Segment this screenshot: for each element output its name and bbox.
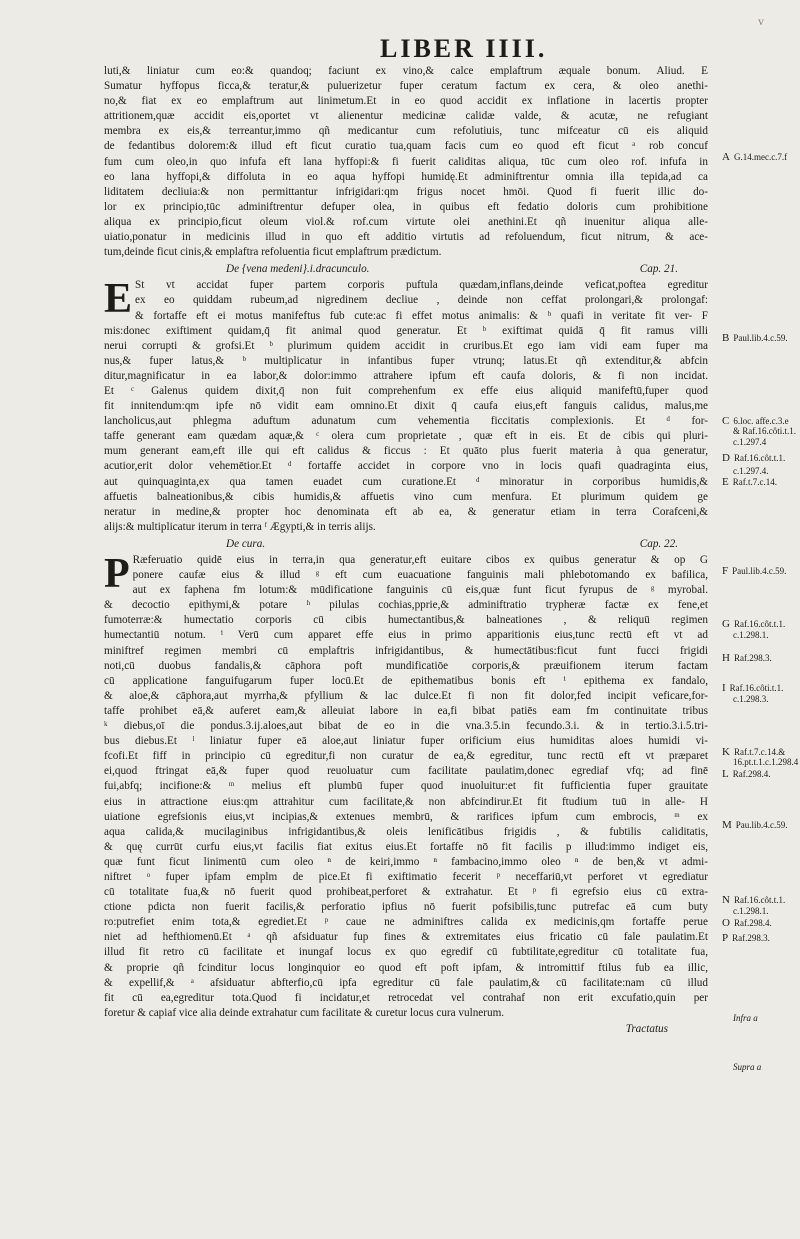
text-line: eo lana hyffopi,& diffoluta in eo aqua hyffopi humidę.Et adminiftrentur omnia illa tepida,ad ca xyxy=(104,170,708,183)
margin-note-text: Raf.298.3. xyxy=(732,933,770,943)
margin-note-text: Raf.16.côti.t.1. xyxy=(729,683,784,693)
paragraph-block-2 xyxy=(104,309,708,535)
margin-note-text: Raf.t.7.c.14. xyxy=(732,477,777,487)
margin-note xyxy=(722,477,777,487)
text-line: affuetis balneationibus,& cibis humidis,& affuetis vino cum menfura. Et plurimum quidem ge xyxy=(104,490,708,503)
drop-capital: E xyxy=(104,276,133,323)
main-text xyxy=(104,64,708,1037)
text-line: membra ex eis,& terreantur,immo qñ medicantur cum refolutiuis, tunc mifceatur cū eis aliquid xyxy=(104,125,708,138)
margin-note xyxy=(722,453,785,463)
margin-note-letter: K xyxy=(722,746,730,758)
text-line: bus diebus.Et ˡ liniatur fuper eā aloe,aut liniatur fuper orificium eius humiditas aloes humidi vi- xyxy=(104,735,708,748)
text-line: & aloe,& cāphora,aut myrrha,& pfyllium & lac dulce.Et fi non fit dolor,fed incipit veficare,for- xyxy=(104,689,708,702)
margin-note-text: c.1.297.4 xyxy=(733,437,767,447)
margin-note-text: c.1.298.3. xyxy=(733,694,769,704)
text-line: St vt accidat fuper partem corporis puftula quædam,inflans,deinde veficat,poftea egreditur xyxy=(135,279,708,292)
text-line: aut quinquaginta,ex qua tamen euadet cum curatione.Et ᵈ minoratur in corporibus humidis,& xyxy=(104,475,708,488)
margin-note-text: Supra a xyxy=(733,1062,762,1072)
chapter-title: De cura. xyxy=(226,537,266,550)
drop-capital: P xyxy=(104,551,130,597)
text-line: liditatem decliuia:& non permittantur infrigidari:qm frigus nocet hmōi. Quod fi fuerit illic do- xyxy=(104,185,708,198)
margin-note xyxy=(722,757,798,767)
margin-note xyxy=(722,694,769,704)
margin-note-letter: G xyxy=(722,618,730,630)
margin-note-text: 6.loc. affe.c.3.e xyxy=(733,416,789,426)
text-line: eius in attractione eius:qm attrahitur cum facilitate,& non abfcindirur.Et fit ftudium tuū in alle- H xyxy=(104,795,708,808)
chapter-number: Cap. 21. xyxy=(639,263,678,276)
text-line: fumoterræ:& humectatio corporis cū cibis humectantibus,& balneationes , & reliquū regimen xyxy=(104,614,708,627)
margin-note-text: Paul.lib.4.c.59. xyxy=(732,566,787,576)
text-line: Ræferuatio quidē eius in terra,in qua generatur,eft euitare cibos ex quibus generatur & op G xyxy=(132,554,708,566)
text-line: & proprie qñ fcinditur locus longinquior eo quod eft poft ipfam, & intromittif ftilus fub ea illic, xyxy=(104,961,708,974)
margin-note-text: & Raf.16.côti.t.1. xyxy=(733,426,796,436)
paragraph-block-1 xyxy=(104,64,708,260)
margin-note xyxy=(722,918,772,928)
text-line: taffe generant eam quædam aquæ,& ᶜ olera cum proprietate , quæ eft in eis. Et de cibis qui pluri- xyxy=(104,430,708,443)
margin-note xyxy=(722,820,788,830)
running-head: LIBER IIII. xyxy=(380,34,548,63)
text-line: ᵏ diebus,oī die pondus.3.ij.aloes,aut bibat de eo in die vna.3.5.in fecundo.3.i. & in tertio.3.i.5.tri- xyxy=(104,720,708,733)
margin-note xyxy=(722,566,786,576)
text-line: & expellif,& ᵃ afsiduatur abfterfio,cū ipfa egreditur cū fale paulatim,& cū facilitate:nam cū illud xyxy=(104,976,708,989)
margin-note xyxy=(722,933,770,943)
text-line: attritionem,quæ accidit eis,oportet vt alienentur medicinæ calidæ valde, & acutæ, ne refugiant xyxy=(104,110,708,123)
margin-note-letter: P xyxy=(722,932,729,944)
text-line: uiatione egrefsionis eius,vt incipias,& extenues membrū, & rarifices ipfum cum embrocis, ᵐ ex xyxy=(104,810,708,823)
text-line: taffe prohibet eā,& auferet eam,& alleuiat labore in ea,fi bibat patiēs eam fm continuitate tribus xyxy=(104,704,708,717)
margin-note-letter: C xyxy=(722,415,730,427)
text-line: ctione pdicta non fuerit facilis,& perforatio ipfius nō fuerit pofsibilis,tunc putrefac eā cum buty xyxy=(104,901,708,914)
margin-note-text: Raf.t.7.c.14.& xyxy=(733,747,786,757)
dropcap-lines xyxy=(104,278,708,308)
text-line: no,& fiat ex eo emplaftrum aut linimetum.Et in eo quod accidit ex inflatione in lacertis propter xyxy=(104,95,708,108)
text-line: fcofi.Et fiff in principio cū egreditur,fi non curatur de ea,& egreditur, tunc rectū eft vt præparet xyxy=(104,750,708,763)
margin-note xyxy=(722,426,796,436)
text-line: cū totalitate fua,& nō fuerit quod prohibeat,perforet & extrahatur. Et ᵖ fi egrefsio eius cū extra- xyxy=(104,886,708,899)
text-line: mum generant eam,eft ille qui eft calidus & ficcus : Et quāto plus fuerit materia à qua generatur, xyxy=(104,445,708,458)
margin-note xyxy=(722,683,783,693)
text-line: aqua calida,& mucilaginibus infrigidantibus,& oleis lenificātibus frigidis , & fubtilis caliditatis, xyxy=(104,825,708,838)
text-line: humectantiū notum. ⁱ Verū cum apparet effe eius in primo apparitionis eius,tunc rectū eft vt ad xyxy=(104,629,708,642)
text-line: & fortaffe eft ei motus manifeftus fub cute:ac fi effet motus animalis: & ᵇ quafi in veritate fit ver- F xyxy=(135,309,708,322)
text-line: fit innitendum:qm ipfe nō vidit eam omnino.Et dixit q̄ caufa eius,eft fanguis calidus, malus,me xyxy=(104,400,708,413)
text-line: noti,cū duobus fandalis,& cāphora poft mundificatiōe corporis,& præuifionem iterum factam xyxy=(104,659,708,672)
margin-note xyxy=(722,466,769,476)
text-line: ponere caufæ eius & illud ᵍ eft cum euacuatione fanguinis mali phlebotomando ex bafilica, xyxy=(132,569,708,582)
text-line: tum,deinde ficut cinis,& emplaftra refoluentia ficut emplaftrum prædictum. xyxy=(104,246,442,259)
text-line: illud fit retro cū facilitate et inungaf locus ex quo egredif cū fubtilitate,egreditur cū totalitate fua, xyxy=(104,946,708,959)
margin-note-letter: O xyxy=(722,917,730,929)
text-line: & quę currūt curfu eius,vt facilis fiat exitus eius.Et fortaffe nō fit facilis p illud:immo indiget eis, xyxy=(104,840,708,853)
margin-note xyxy=(722,416,789,426)
margin-note-text: c.1.297.4. xyxy=(733,466,769,476)
text-line: ro:putrefiet enim tota,& egrediet.Et ᵖ caue ne adminiftres calida ex medicinis,qm fortaffe perue xyxy=(104,916,708,929)
chapter-title: De {vena medeni}.i.dracunculo. xyxy=(226,263,370,276)
text-line: lancholicus,aut phlegma aduftum adunatum cum vehementia ficcitatis complexionis. Et ᵈ for- xyxy=(104,415,708,428)
text-line: aliqua ex principio,ficut oleum viol.& rof.cum virtute olei anethini.Et qñ inuenitur aliqua alle- xyxy=(104,215,708,228)
margin-note xyxy=(722,747,785,757)
margin-note-letter: N xyxy=(722,894,730,906)
text-line: cū applicatione fanguifugarum fuper locū.Et de epithematibus bonis eft ⁱ epithema ex fandalo, xyxy=(104,674,708,687)
catchword: Tractatus xyxy=(625,1022,668,1035)
margin-note xyxy=(722,152,787,162)
text-line: uiatio,ponatur in medicinis illud in quo eft additio virtutis ad refoluendum, ficut nitrum, & ace- xyxy=(104,231,708,244)
text-line: neratur in medine,& propter hoc denominata eft ab ea, & generatur etiam in terra Corafceni,& xyxy=(104,505,708,518)
text-line: ditur,magnificatur in ea labor,& dolor:immo attrahere ipfum eft caufa doloris, & fi non incidat. xyxy=(104,369,708,382)
margin-note-letter: A xyxy=(722,151,730,163)
chapter-heading-22 xyxy=(104,537,708,552)
margin-note xyxy=(722,437,766,447)
text-line: niftret ᵒ fuper ipfam emplm de pice.Et fi exiftimatio fecerit ᵖ neceffariū,vt perforet vt egrediatur xyxy=(104,870,708,883)
text-line: nerui corrupti & grofsi.Et ᵇ plurimum quidem accidit in cruribus.Et ego iam vidi eam fuper ma xyxy=(104,339,708,352)
text-line: fum cum oleo,in quo infufa eft lana hyffopi:& fi fuerit caliditas aliqua, tūc cum oleo rof. infufa in xyxy=(104,155,708,168)
corner-mark: v xyxy=(758,14,764,28)
text-line: niet ad hefthiomenū.Et ᵃ qñ afsiduatur fup fines & extremitates eius fricatio cū fale paulatim.Et xyxy=(104,931,708,944)
margin-note xyxy=(722,1013,758,1023)
text-line: lor ex principio,tūc adminiftrentur defuper olea, in quibus eft fedatio doloris cum prohibitione xyxy=(104,200,708,213)
margin-notes xyxy=(722,0,800,1239)
margin-note xyxy=(722,630,769,640)
margin-note-text: 16.pt.t.1.c.1.298.4 xyxy=(733,757,799,767)
text-line: Sumatur hyffopus ficca,& teratur,& puluerizetur fuper ceratum factum ex cera, & oleo anethi- xyxy=(104,80,708,93)
text-line: de fedantibus dolorem:& illud eft ficut curatio tua,quam facis cum eo quod eft ficut ᵃ rob concuf xyxy=(104,140,708,153)
margin-note xyxy=(722,895,785,905)
margin-note xyxy=(722,619,785,629)
text-line: luti,& liniatur cum eo:& quandoq; faciunt ex vino,& calce emplaftrum æquale bonum. Aliud. E xyxy=(104,65,708,77)
margin-note-text: G.14.mec.c.7.f xyxy=(733,152,788,162)
margin-note xyxy=(722,1062,761,1072)
margin-note xyxy=(722,653,772,663)
margin-note-letter: B xyxy=(722,332,730,344)
text-line: Et ᶜ Galenus quidem dixit,q̄ non fuit comprehenfum ex effe eius aliquid manifeftū,fuper quod xyxy=(104,384,708,397)
margin-note-text: Infra a xyxy=(733,1013,758,1023)
margin-note xyxy=(722,333,788,343)
text-line: fui,abfq; incifione:& ᵐ melius eft plumbū fuper quod inuoluitur:et fit fufficientia fuper grauitate xyxy=(104,780,708,793)
margin-note xyxy=(722,769,770,779)
text-line: acutior,erit dolor vehemētior.Et ᵈ fortaffe accidet in corpore vno in locis quafi quadraginta eius, xyxy=(104,460,708,473)
margin-note-letter: E xyxy=(722,476,729,488)
text-line: ex eo quiddam rubeum,ad nigredinem decliue , deinde non ceffat prolongari,& prolongaf: xyxy=(135,294,708,307)
margin-note-letter: F xyxy=(722,565,729,577)
text-line: nus,& fuper latus,& ᵇ multiplicatur in infantibus fuper vtrunq; latus.Et qñ extenditur,& abfcin xyxy=(104,354,708,367)
margin-note-text: c.1.298.1. xyxy=(733,906,769,916)
text-line: ei,quod ftringat eā,& fuper quod reuoluatur cum facilitate paulatim,donec egrediaf vfq; ad finē xyxy=(104,765,708,778)
text-line: quæ funt ficut linimentū cum oleo ⁿ de keiri,immo ⁿ fambacino,immo oleo ⁿ de ben,& vt admi- xyxy=(104,855,708,868)
margin-note-text: c.1.298.1. xyxy=(733,630,769,640)
text-line: miniftref regimen membri cū emplaftris infrigidantibus, & humectātibus:ficut funt fucci frigidi xyxy=(104,644,708,657)
margin-note-letter: D xyxy=(722,452,730,464)
margin-note-text: Raf.298.4. xyxy=(733,918,772,928)
margin-note-letter: L xyxy=(722,768,729,780)
text-line: alijs:& multiplicatur iterum in terra ᶠ Ægypti,& in terris alijs. xyxy=(104,520,376,533)
margin-note-text: Raf.298.3. xyxy=(733,653,772,663)
margin-note xyxy=(722,906,769,916)
margin-note-text: Raf.298.4. xyxy=(732,769,771,779)
margin-note-letter: M xyxy=(722,819,732,831)
dropcap-lines xyxy=(104,553,708,583)
margin-note-text: Pau.lib.4.c.59. xyxy=(735,820,788,830)
chapter-number: Cap. 22. xyxy=(639,537,678,550)
text-line: aut ex faphena fm lotum:& mūdificatione fanguinis cū eis,quæ funt ficut fyrupus de ᵍ myrobal. xyxy=(132,584,708,597)
paragraph-block-3 xyxy=(104,583,708,1021)
margin-note-text: Paul.lib.4.c.59. xyxy=(733,333,788,343)
margin-note-text: Raf.16.côt.t.1. xyxy=(733,453,786,463)
chapter-heading-21 xyxy=(104,262,708,277)
margin-note-text: Raf.16.côt.t.1. xyxy=(733,895,786,905)
text-line: fit cū ea,egreditur tota.Quod fi incidatur,et retrocedat vel contrahaf non erit excufatio,quin per xyxy=(104,991,708,1004)
text-line: mis:donec exiftiment quidam,q̄ fit animal quod generatur. Et ᵇ exiftimat quidā q̄ fit ramus villi xyxy=(104,324,708,337)
margin-note-letter: I xyxy=(722,682,726,694)
margin-note-letter: H xyxy=(722,652,730,664)
text-line: & decoctio epithymi,& potare ʰ pilulas cochias,pprie,& adminiftratio trypheræ factæ ex fene,et xyxy=(104,599,708,612)
margin-note-text: Raf.16.côt.t.1. xyxy=(733,619,786,629)
text-line: foretur & capiaf vice alia deinde extrahatur cum facilitate & curetur locus cura vulnerum. xyxy=(104,1006,505,1019)
